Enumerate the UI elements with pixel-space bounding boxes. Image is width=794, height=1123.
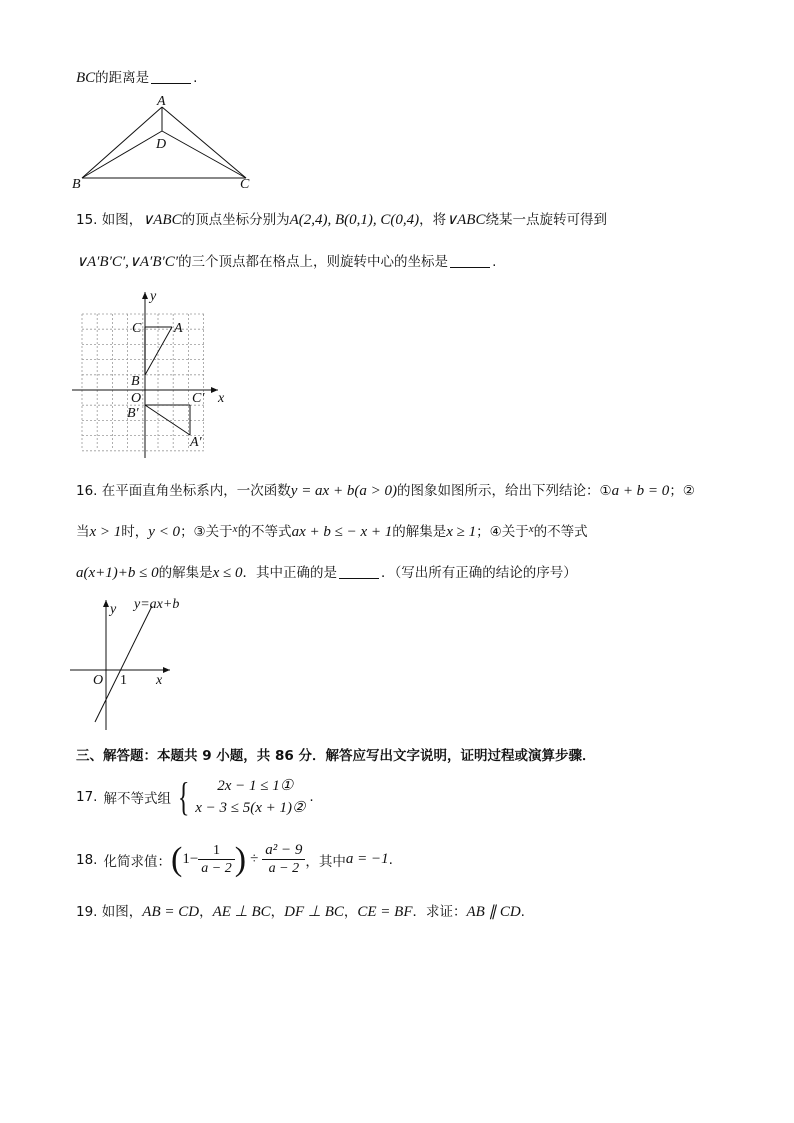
q15-text: 的顶点坐标分别为 <box>181 212 290 228</box>
variable-x: x <box>528 523 534 535</box>
separator: ， <box>343 904 358 920</box>
q14-end: . <box>193 70 198 86</box>
linear-function: y = ax + b(a > 0) <box>290 483 397 499</box>
q16-text: 当 <box>76 524 90 540</box>
value-a: a = −1 <box>345 851 389 867</box>
separator: ， <box>270 904 285 920</box>
segment-bc: BC <box>76 70 96 86</box>
numerator: 1 <box>198 842 234 860</box>
label-x: x <box>218 391 225 406</box>
condition-4: CE = BF <box>357 904 413 920</box>
inequality: ax + b ≤ − x + 1 <box>291 524 393 540</box>
label-a-prime: A′ <box>190 435 202 450</box>
answer-blank <box>339 577 379 579</box>
q15-text: 如图， <box>101 212 143 228</box>
q16-text: ．其中正确的是 <box>242 565 338 581</box>
condition-1: AB = CD <box>142 904 200 920</box>
q15-grid-figure <box>66 286 236 464</box>
answer-blank <box>450 266 490 268</box>
label-a: A <box>174 321 183 336</box>
condition: y < 0 <box>148 524 181 540</box>
q19 <box>76 900 525 921</box>
q16-line1 <box>76 479 695 500</box>
q16-text: ．（写出所有正确的结论的序号） <box>381 565 577 581</box>
inequality-2: x − 3 ≤ 5(x + 1)② <box>195 800 306 816</box>
q15-end: . <box>492 254 497 270</box>
label-b: B <box>131 374 140 389</box>
label-one: 1 <box>120 673 127 688</box>
q16-text: ；③关于 <box>180 524 233 540</box>
q16-text: 时， <box>121 524 149 540</box>
divide-sign: ÷ <box>250 851 259 867</box>
label-c-prime: C′ <box>192 391 205 406</box>
brace-icon: { <box>177 774 190 819</box>
q16-text: 的不等式 <box>533 524 588 540</box>
q16-text: 的图象如图所示，给出下列结论：① <box>396 483 612 499</box>
q17 <box>76 775 314 819</box>
label-b: B <box>72 177 81 192</box>
fraction-2 <box>262 842 305 877</box>
label-b-prime: B′ <box>127 406 139 421</box>
triangle-abc: ∨ABC <box>446 212 486 228</box>
answer-blank <box>151 82 191 84</box>
q16-text: 的不等式 <box>237 524 292 540</box>
line-equation: y=ax+b <box>134 597 180 612</box>
q19-end: . <box>520 904 525 920</box>
q16-text: 的解集是 <box>392 524 447 540</box>
q14-text: 的距离是 <box>95 70 150 86</box>
proof-goal: AB ∥ CD <box>466 904 521 920</box>
label-o: O <box>131 391 142 406</box>
label-c: C <box>240 177 250 192</box>
denominator: a − 2 <box>268 861 300 876</box>
q17-text: 解不等式组 <box>103 791 171 807</box>
inequality: a(x+1)+b ≤ 0 <box>76 565 159 581</box>
label-x: x <box>156 673 163 688</box>
question-number: 18. <box>76 851 98 868</box>
fraction-1 <box>198 842 234 877</box>
denominator: a − 2 <box>201 861 232 876</box>
left-paren: ( <box>170 840 183 878</box>
condition-2: AE ⊥ BC <box>212 904 271 920</box>
conclusion-1: a + b = 0 <box>611 483 670 499</box>
q16-text: 在平面直角坐标系内，一次函数 <box>101 483 291 499</box>
section-heading: 三、解答题：本题共 9 小题，共 86 分．解答应写出文字说明，证明过程或演算步骤． <box>76 748 596 764</box>
q15-text: ，将 <box>419 212 447 228</box>
question-number: 17. <box>76 789 98 805</box>
q19-text: 如图， <box>101 904 143 920</box>
triangle-image: ∨A′B′C′,∨A′B′C′ <box>76 254 179 270</box>
q14-tail <box>76 66 197 87</box>
separator: ， <box>199 904 213 920</box>
q16-text: ；④关于 <box>476 524 529 540</box>
q14-figure <box>66 92 266 192</box>
label-c: C <box>132 321 142 336</box>
variable-x: x <box>232 523 238 535</box>
right-paren: ) <box>234 840 247 878</box>
question-number: 19. <box>76 904 98 920</box>
q18-end: . <box>388 851 393 868</box>
inequality-1: 2x − 1 ≤ 1① <box>217 778 294 794</box>
condition-3: DF ⊥ BC <box>284 904 344 920</box>
numerator: a² − 9 <box>262 842 305 860</box>
vertex-coords: A(2,4), B(0,1), C(0,4) <box>289 212 420 228</box>
label-d: D <box>156 137 167 152</box>
q18-text: ，其中 <box>305 853 346 870</box>
solution: x ≤ 0 <box>212 565 243 581</box>
q16-line3 <box>76 561 577 582</box>
q15-line1 <box>76 208 607 229</box>
label-y: y <box>150 289 157 304</box>
triangle-abc: ∨ABC <box>142 212 182 228</box>
q18 <box>76 842 393 877</box>
q16-text: ；② <box>669 483 695 499</box>
question-number: 16. <box>76 483 98 499</box>
q15-text: 的三个顶点都在格点上，则旋转中心的坐标是 <box>178 254 449 270</box>
solution: x ≥ 1 <box>446 524 477 540</box>
label-o: O <box>93 673 104 688</box>
q15-text: 绕某一点旋转可得到 <box>485 212 607 228</box>
question-number: 15. <box>76 212 98 228</box>
q18-term: 1− <box>182 851 199 867</box>
label-y: y <box>110 602 117 617</box>
q19-text: ．求证： <box>412 904 467 920</box>
q18-text: 化简求值： <box>103 853 171 870</box>
label-a: A <box>157 94 166 109</box>
q16-line2 <box>76 520 588 541</box>
q17-end: . <box>309 789 314 805</box>
q16-graph <box>66 594 206 736</box>
condition: x > 1 <box>89 524 122 540</box>
q16-text: 的解集是 <box>158 565 213 581</box>
q15-line2 <box>76 250 496 271</box>
